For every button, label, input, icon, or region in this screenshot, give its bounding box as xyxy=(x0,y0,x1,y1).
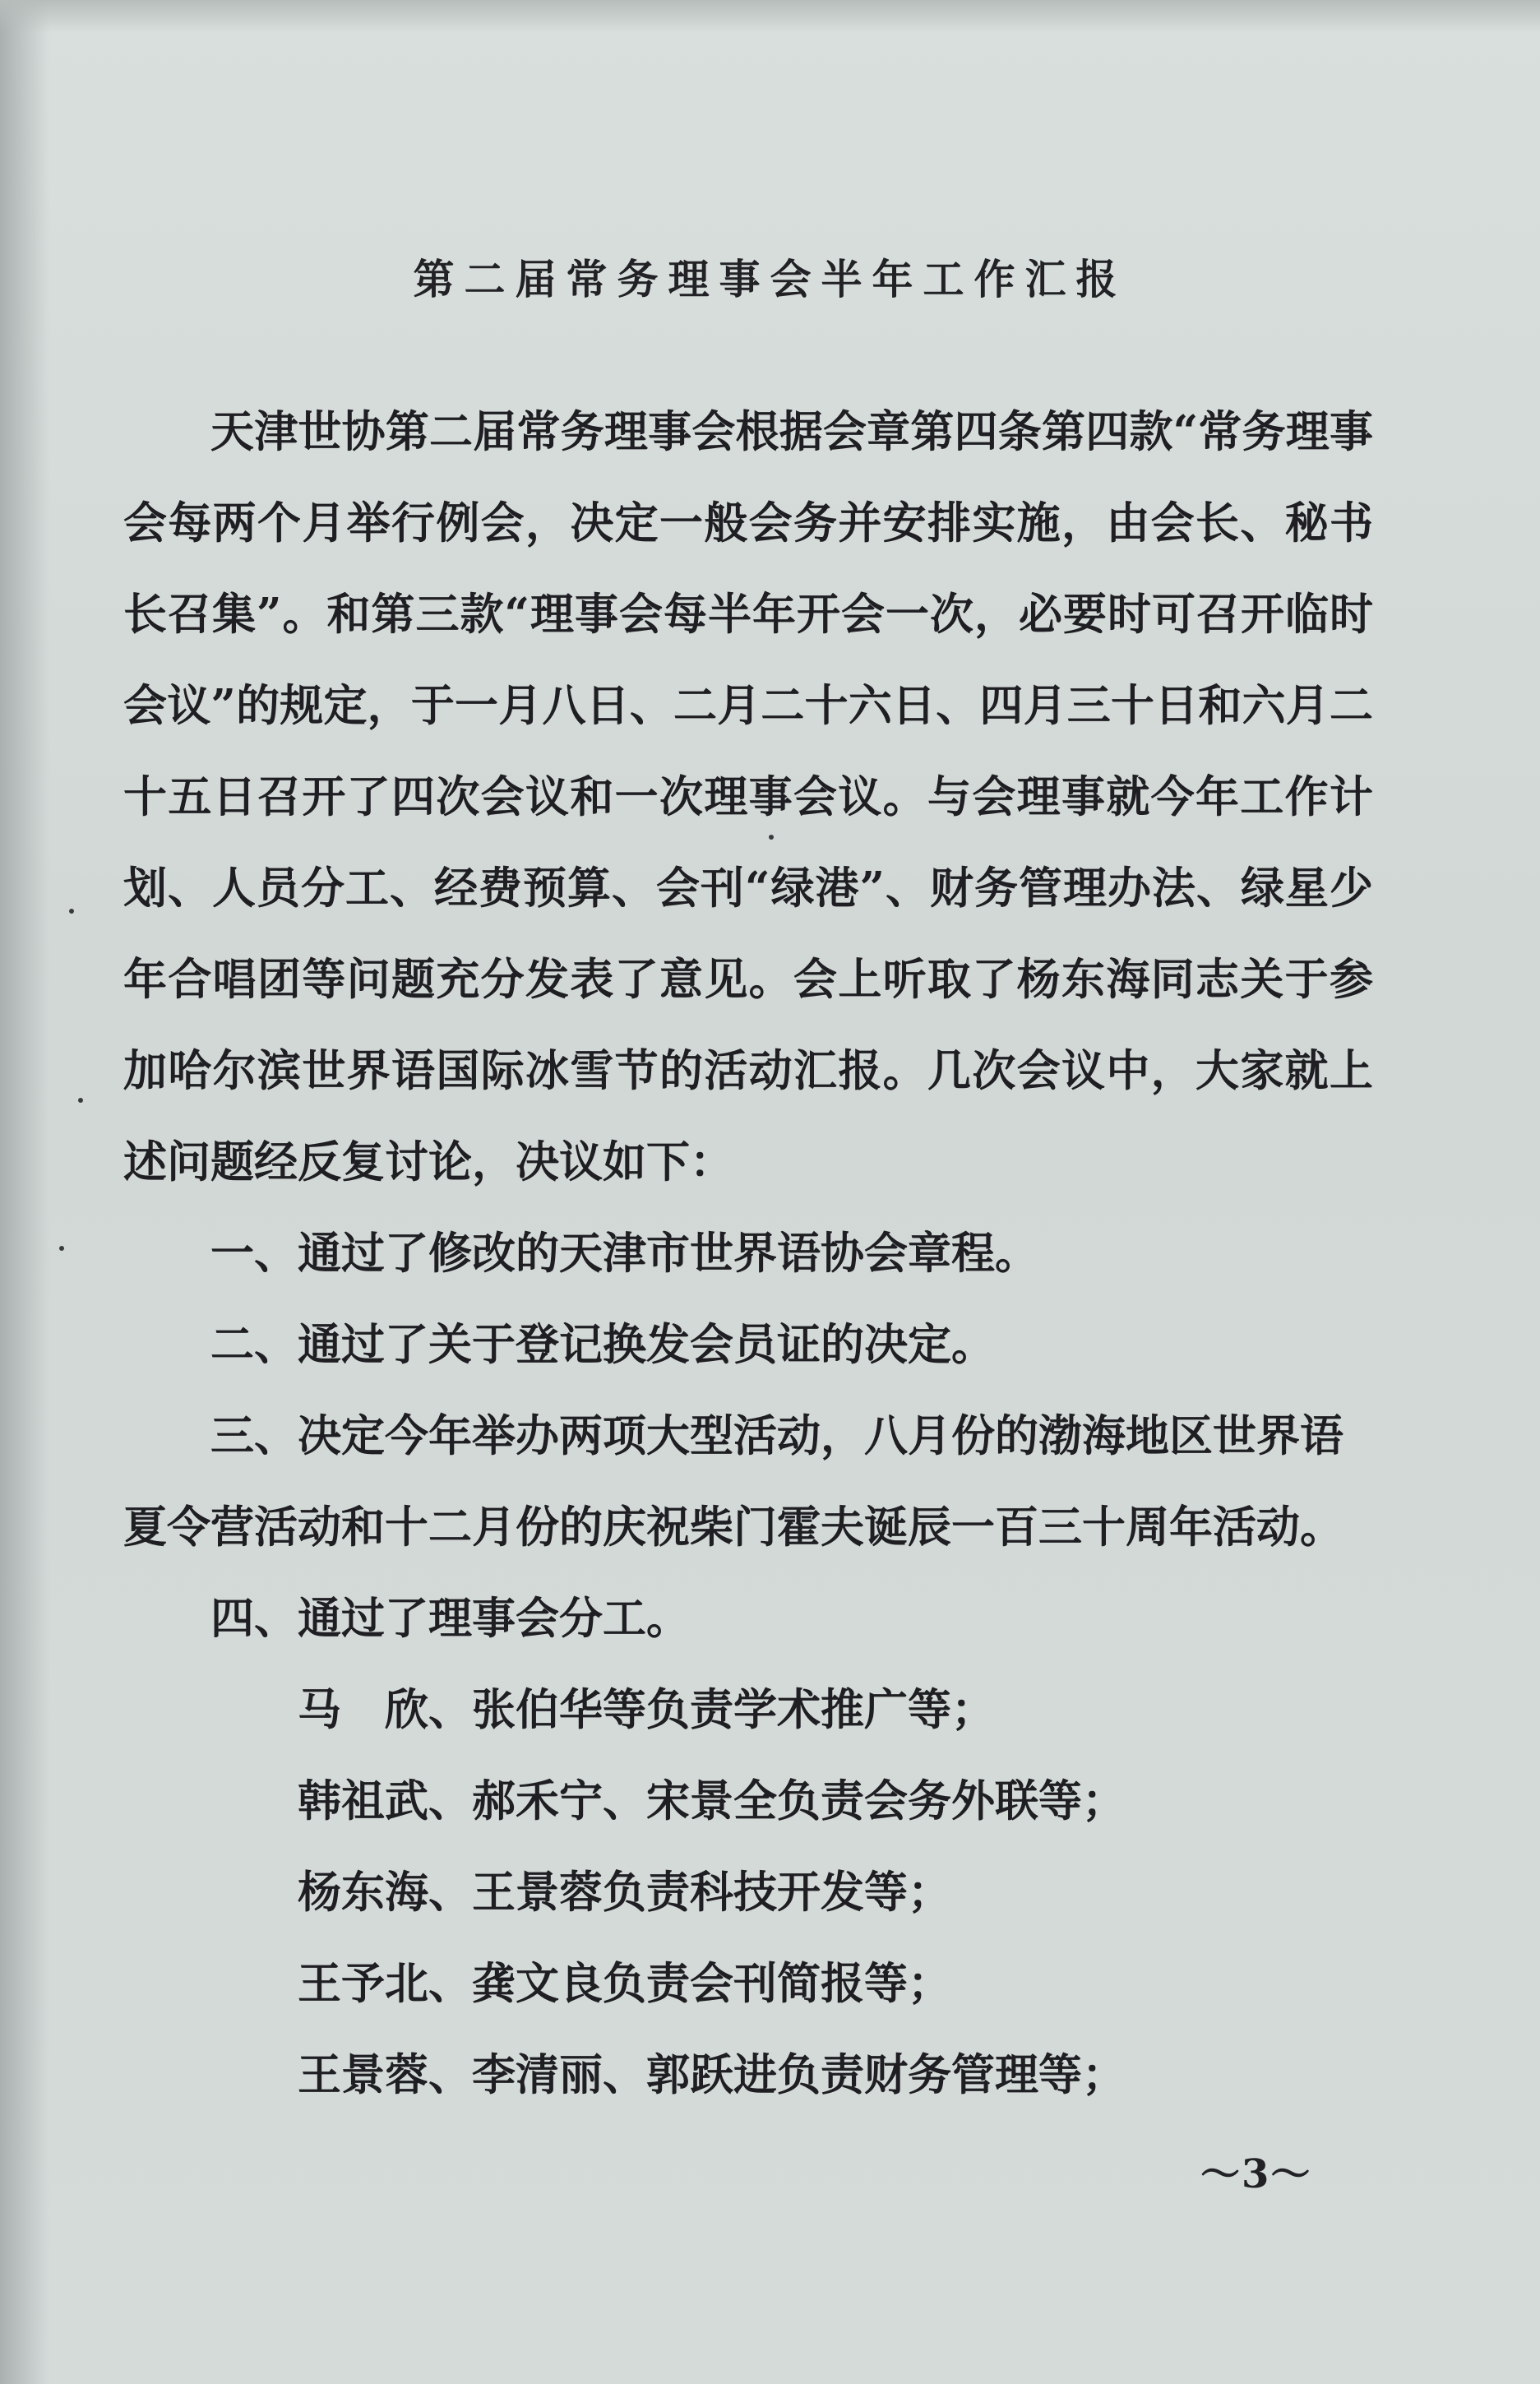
duty-line-2: 韩祖武、郝禾宁、宋景全负责会务外联等； xyxy=(298,1775,1126,1826)
scan-shadow-top xyxy=(0,0,1540,33)
duty-line-4: 王予北、龚文良负责会刊简报等； xyxy=(298,1958,951,2009)
resolution-item-3: 三、决定今年举办两项大型活动，八月份的渤海地区世界语夏令营活动和十二月份的庆祝柴门霍夫诞辰一百三十周年活动。 xyxy=(123,1410,1343,1553)
document-body xyxy=(123,387,1373,2121)
duty-line-3: 杨东海、王景蓉负责科技开发等； xyxy=(298,1867,951,1918)
scan-speck xyxy=(78,1098,83,1103)
scan-speck xyxy=(59,1246,64,1251)
page-number: ～3～ xyxy=(1200,2151,1312,2197)
resolution-item-4: 四、通过了理事会分工。 xyxy=(210,1593,690,1644)
duty-line-1: 马 欣、张伯华等负责学术推广等； xyxy=(298,1684,995,1735)
body-paragraph: 天津世协第二届常务理事会根据会章第四条第四款“常务理事会每两个月举行例会，决定一般会务并安排实施，由会长、秘书长召集”。和第三款“理事会每半年开会一次，必要时可召开临时会议”的规定，于一月八日、二月二十六日、四月三十日和六月二十五日召开了四次会议和一次理事会议。与会理事就今年工作计划、人员分工、经费预算、会刊“绿港”、财务管理办法、绿星少年合唱团等问题充分发表了意见。会上听取了杨东海同志关于参加哈尔滨世界语国际冰雪节的活动汇报。几次会议中，大家就上述问题经反复讨论，决议如下： xyxy=(123,406,1373,1187)
scan-shadow-left xyxy=(0,0,49,2384)
resolution-item-1: 一、通过了修改的天津市世界语协会章程。 xyxy=(210,1228,1038,1279)
scan-speck xyxy=(69,909,74,914)
document-title: 第二届常务理事会半年工作汇报 xyxy=(413,255,1127,303)
duty-line-5: 王景蓉、李清丽、郭跃进负责财务管理等； xyxy=(298,2049,1126,2100)
scan-speck xyxy=(769,835,774,840)
resolution-item-2: 二、通过了关于登记换发会员证的决定。 xyxy=(210,1319,995,1370)
